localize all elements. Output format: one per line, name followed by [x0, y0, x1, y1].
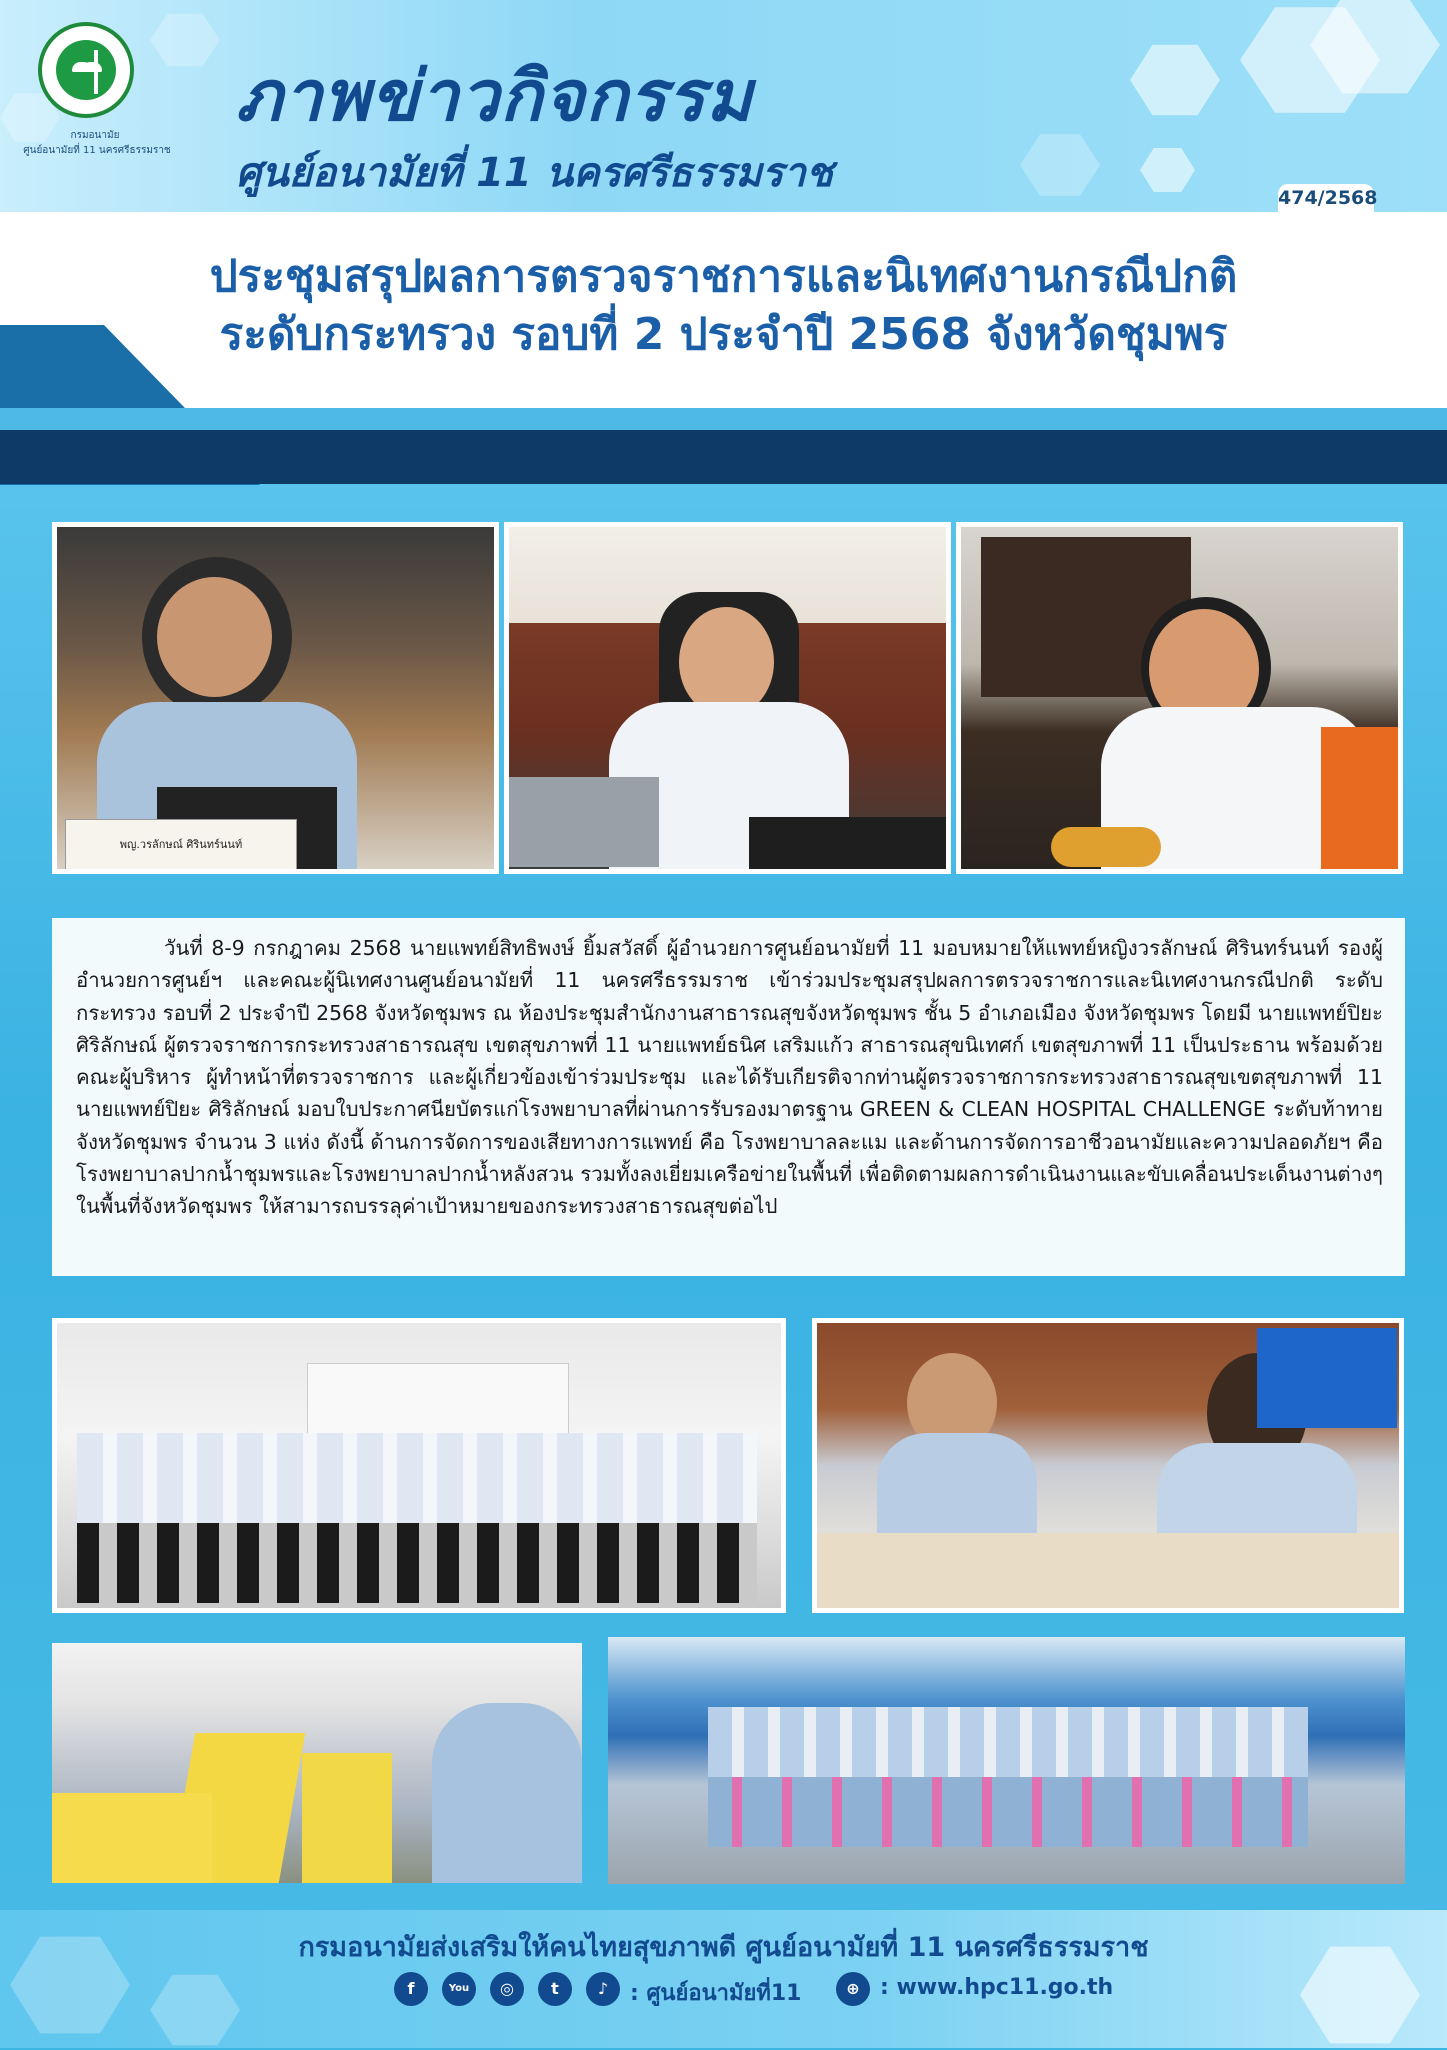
page-title: ภาพข่าวกิจกรรม	[236, 55, 754, 137]
instagram-icon[interactable]: ◎	[490, 1972, 524, 2006]
social-account-label: : ศูนย์อนามัยที่11	[630, 1981, 802, 2006]
footer-tagline: กรมอนามัยส่งเสริมให้คนไทยสุขภาพดี ศูนย์อนามัยที่ 11 นครศรีธรรมราช	[298, 1932, 1149, 1963]
hex-decoration	[1020, 130, 1100, 200]
issue-number: 474/2568	[1278, 184, 1374, 212]
decorative-stripe	[0, 408, 1447, 430]
ministry-logo	[38, 22, 134, 118]
twitter-icon[interactable]: t	[538, 1972, 572, 2006]
photo-group-outdoor	[608, 1637, 1405, 1884]
headline-line-1: ประชุมสรุปผลการตรวจราชการและนิเทศงานกรณีปกติ	[209, 251, 1238, 302]
headline-line-2: ระดับกระทรวง รอบที่ 2 ประจำปี 2568 จังหวัดชุมพร	[219, 309, 1228, 360]
page-subtitle: ศูนย์อนามัยที่ 11 นครศรีธรรมราช	[236, 150, 833, 196]
photo-speaker-man-glasses	[504, 522, 951, 874]
article-body	[52, 918, 1405, 1276]
logo-caption-top: กรมอนามัย	[70, 130, 120, 141]
hex-decoration	[1130, 40, 1220, 120]
photo-speaker-man-microphone	[956, 522, 1403, 874]
globe-icon[interactable]: ⊕	[836, 1972, 870, 2006]
hex-decoration	[150, 1970, 240, 2050]
photo-meeting-attendees	[812, 1318, 1404, 1613]
hex-decoration	[150, 10, 220, 70]
website-link[interactable]: : www.hpc11.go.th	[880, 1975, 1114, 2000]
logo-caption-bottom: ศูนย์อนามัยที่ 11 นครศรีธรรมราช	[23, 145, 171, 156]
headline	[0, 248, 1447, 364]
youtube-icon[interactable]: You	[442, 1972, 476, 2006]
article-paragraph: วันที่ 8-9 กรกฎาคม 2568 นายแพทย์สิทธิพงษ์ ยิ้มสวัสดิ์ ผู้อำนวยการศูนย์อนามัยที่ 11 มอบหมายให้แพทย์หญิงวรลักษณ์ ศิรินทร์นนท์ รองผู้อำนวยการศูนย์ฯ และคณะผู้นิเทศงานศูนย์อนามัยที่ 11 นครศรีธรรมราช เข้าร่วมประชุมสรุปผลการตรวจราชการและนิเทศงานกรณีปกติ ระดับกระทรวง รอบที่ 2 ประจำปี 2568 จังหวัดชุมพร ณ ห้องประชุมสำนักงานสาธารณสุขจังหวัดชุมพร ชั้น 5 อำเภอเมือง จังหวัดชุมพร โดยมี นายแพทย์ปิยะ ศิริลักษณ์ ผู้ตรวจราชการกระทรวงสาธารณสุข เขตสุขภาพที่ 11 นายแพทย์ธนิศ เสริมแก้ว สาธารณสุขนิเทศก์ เขตสุขภาพที่ 11 เป็นประธาน พร้อมด้วย คณะผู้บริหาร ผู้ทำหน้าที่ตรวจราชการ และผู้เกี่ยวข้องเข้าร่วมประชุม และได้รับเกียรติจากท่านผู้ตรวจราชการกระทรวงสาธารณสุขเขตสุขภาพที่ 11 นายแพทย์ปิยะ ศิริลักษณ์ มอบใบประกาศนียบัตรแก่โรงพยาบาลที่ผ่านการรับรองมาตรฐาน GREEN & CLEAN HOSPITAL CHALLENGE ระดับท้าทาย จังหวัดชุมพร จำนวน 3 แห่ง ดังนี้ ด้านการจัดการของเสียทางการแพทย์ คือ โรงพยาบาลละแม และด้านการจัดการอาชีวอนามัยและความปลอดภัยฯ คือ โรงพยาบาลปากน้ำชุมพรและโรงพยาบาลปากน้ำหลังสวน รวมทั้งลงเยี่ยมเครือข่ายในพื้นที่ เพื่อติดตามผลการดำเนินงานและขับเคลื่อนประเด็นงานต่างๆในพื้นที่จังหวัดชุมพร ให้สามารถบรรลุค่าเป้าหมายของกระทรวงสาธารณสุขต่อไป	[76, 936, 1383, 1219]
decorative-stripe	[0, 430, 1447, 484]
photo-speaker-woman	[52, 522, 499, 874]
hex-decoration	[1140, 145, 1195, 195]
nameplate: พญ.วรลักษณ์ ศิรินทร์นนท์	[65, 819, 297, 869]
facebook-icon[interactable]: f	[394, 1972, 428, 2006]
tiktok-icon[interactable]: ♪	[586, 1972, 620, 2006]
photo-meeting-room	[52, 1643, 582, 1883]
photo-group-certificates	[52, 1318, 786, 1613]
